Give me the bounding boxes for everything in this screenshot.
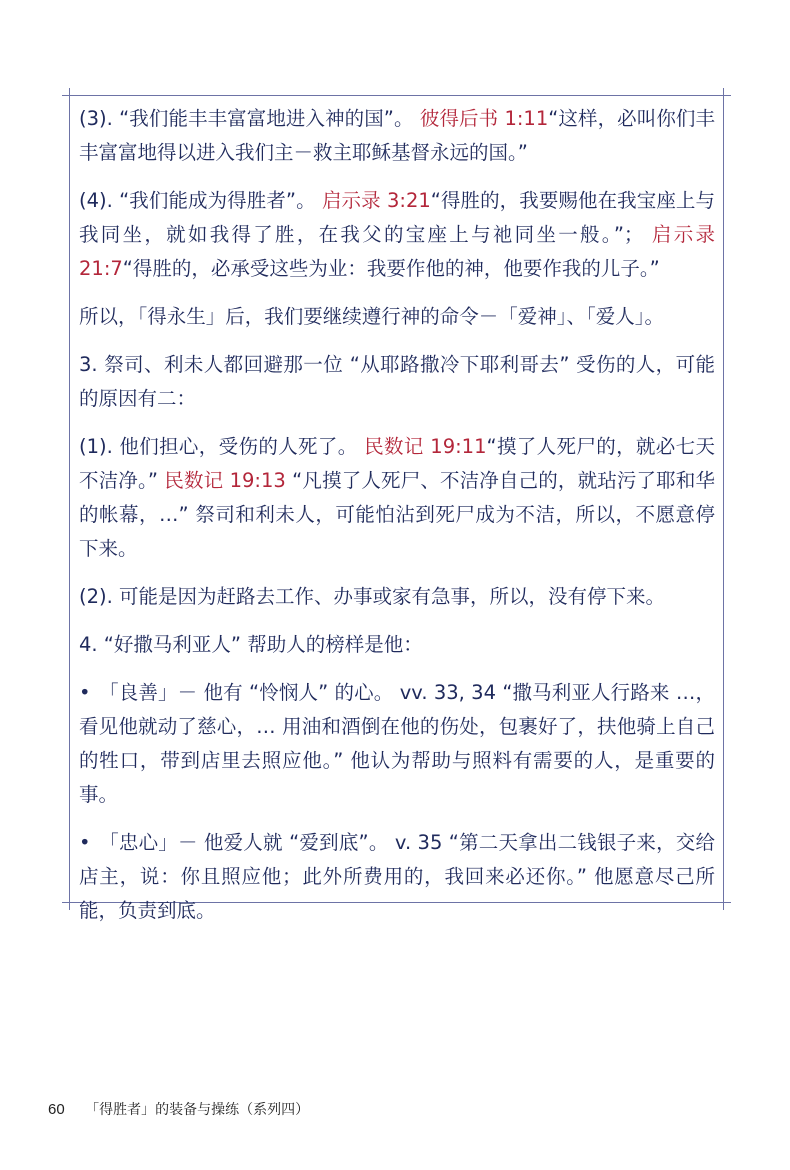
frame-corner-ornament (717, 88, 731, 102)
bullet-icon: • (79, 681, 91, 704)
paragraph-reason-1: (1). 他们担心，受伤的人死了。 民数记 19:11“摸了人死尸的，就必七天不洁净。” 民数记 19:13 “凡摸了人死尸、不洁净自己的，就玷污了耶和华的帐幕，…” 祭司和利未人，可能怕沾到死尸成为不洁，所以，不愿意停下来。 (79, 435, 715, 560)
bullet-icon: • (79, 831, 91, 854)
bullet-item-faithfulness: • 「忠心」－ 他爱人就 “爱到底”。 v. 35 “第二天拿出二钱银子来，交给店主，说：你且照应他；此外所费用的，我回来必还你。” 他愿意尽己所能，负责到底。 (79, 826, 715, 928)
paragraph-point-4: 4. “好撒马利亚人” 帮助人的榜样是他： (79, 633, 423, 656)
bullet-item-goodness: • 「良善」－ 他有 “怜悯人” 的心。 vv. 33, 34 “撒马利亚人行路来 …，看见他就动了慈心，… 用油和酒倒在他的伤处，包裹好了，扶他骑上自己的牲口，带到店里去照应他。” 他认为帮助与照料有需要的人，是重要的事。 (79, 676, 715, 812)
scripture-reference: 启示录 3:21 (321, 189, 431, 212)
paragraph-reason-2: (2). 可能是因为赶路去工作、办事或家有急事，所以，没有停下来。 (79, 585, 666, 608)
paragraph-summary: 所以，「得永生」后，我们要继续遵行神的命令－「爱神」、「爱人」。 (79, 305, 665, 328)
page-number: 60 (48, 1101, 65, 1118)
paragraph-point-3: 3. 祭司、利未人都回避那一位 “从耶路撒冷下耶利哥去” 受伤的人，可能的原因有二： (79, 353, 715, 410)
scripture-reference: 民数记 19:13 (164, 469, 286, 492)
paragraph-3-point-3: (3). “我们能丰丰富富地进入神的国”。 彼得后书 1:11“这样，必叫你们丰丰富富地得以进入我们主－救主耶稣基督永远的国。” (79, 107, 715, 164)
frame-corner-ornament (62, 88, 76, 102)
frame-corner-ornament (62, 896, 76, 910)
scripture-reference: 启示录 21:7 (79, 223, 715, 280)
page-footer (48, 1099, 309, 1119)
main-text (79, 102, 715, 942)
book-title: 「得胜者」的装备与操练（系列四） (85, 1102, 310, 1118)
frame-corner-ornament (717, 896, 731, 910)
scripture-reference: 民数记 19:11 (364, 435, 487, 458)
scripture-reference: 彼得后书 1:11 (419, 107, 549, 130)
paragraph-3-point-4: (4). “我们能成为得胜者”。 启示录 3:21“得胜的，我要赐他在我宝座上与我同坐，就如我得了胜，在我父的宝座上与祂同坐一般。”； 启示录 21:7“得胜的，必承受这些为业：我要作他的神，他要作我的儿子。” (79, 189, 715, 280)
